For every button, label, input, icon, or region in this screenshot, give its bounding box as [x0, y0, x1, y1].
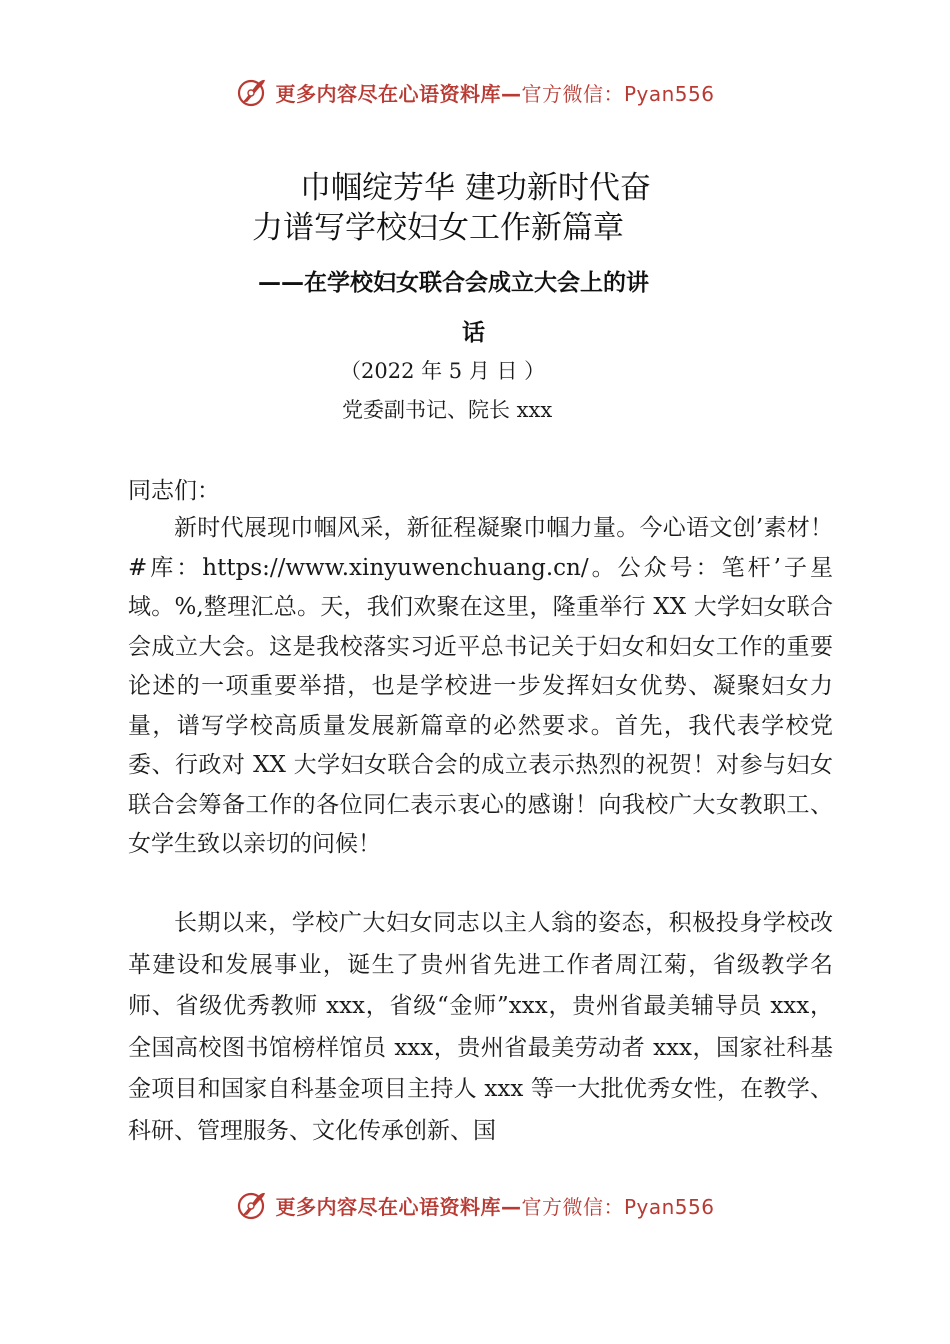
- quill-circle-logo-icon: [235, 1188, 269, 1222]
- subtitle-line-1: ——在学校妇女联合会成立大会上的讲: [258, 270, 649, 296]
- header-watermark: [0, 70, 950, 114]
- paragraph-1: 新时代展现巾帼风采，新征程凝聚巾帼力量。今心语文创’素材！#库：https://www.xinyuwenchuang.cn/。公众号：笔杆’子星域。%,整理汇总。天，我们欢聚在这里，隆重举行 XX 大学妇女联合会成立大会。这是我校落实习近平总书记关于妇女和妇女工作的重要论述的一项重要举措，也是学校进一步发挥妇女优势、凝聚妇女力量，谱写学校高质量发展新篇章的必然要求。首先，我代表学校党委、行政对 XX 大学妇女联合会的成立表示热烈的祝贺！对参与妇女联合会筹备工作的各位同仁表示衷心的感谢！向我校广大女教职工、女学生致以亲切的问候！: [128, 515, 833, 857]
- watermark-wechat: 官方微信：Pyan556: [521, 81, 715, 106]
- speech-date: （2022 年 5 月 日 ）: [340, 359, 546, 383]
- quill-circle-logo-icon: [235, 75, 269, 109]
- watermark-dash: —: [500, 81, 522, 106]
- subtitle-line-2: 话: [462, 320, 485, 346]
- watermark-text: [275, 78, 714, 107]
- title-line-2: 力谱写学校妇女工作新篇章: [252, 210, 624, 246]
- watermark-text: [275, 1191, 714, 1220]
- footer-watermark: [0, 1183, 950, 1227]
- watermark-dash: —: [500, 1194, 522, 1219]
- paragraph-2: 长期以来，学校广大妇女同志以主人翁的姿态，积极投身学校改革建设和发展事业，诞生了贵州省先进工作者周江菊，省级教学名师、省级优秀教师 xxx，省级“金师”xxx，贵州省最美辅导员 xxx，全国高校图书馆榜样馆员 xxx，贵州省最美劳动者 xxx，国家社科基金项目和国家自科基金项目主持人 xxx 等一大批优秀女性，在教学、科研、管理服务、文化传承创新、国: [128, 910, 833, 1144]
- title-line-1: 巾帼绽芳华 建功新时代奋: [300, 170, 651, 206]
- watermark-wechat: 官方微信：Pyan556: [521, 1194, 715, 1219]
- speech-author: 党委副书记、院长 xxx: [342, 398, 553, 422]
- watermark-library-name: 更多内容尽在心语资料库: [275, 81, 501, 106]
- watermark-library-name: 更多内容尽在心语资料库: [275, 1194, 501, 1219]
- salutation: 同志们：: [128, 478, 220, 504]
